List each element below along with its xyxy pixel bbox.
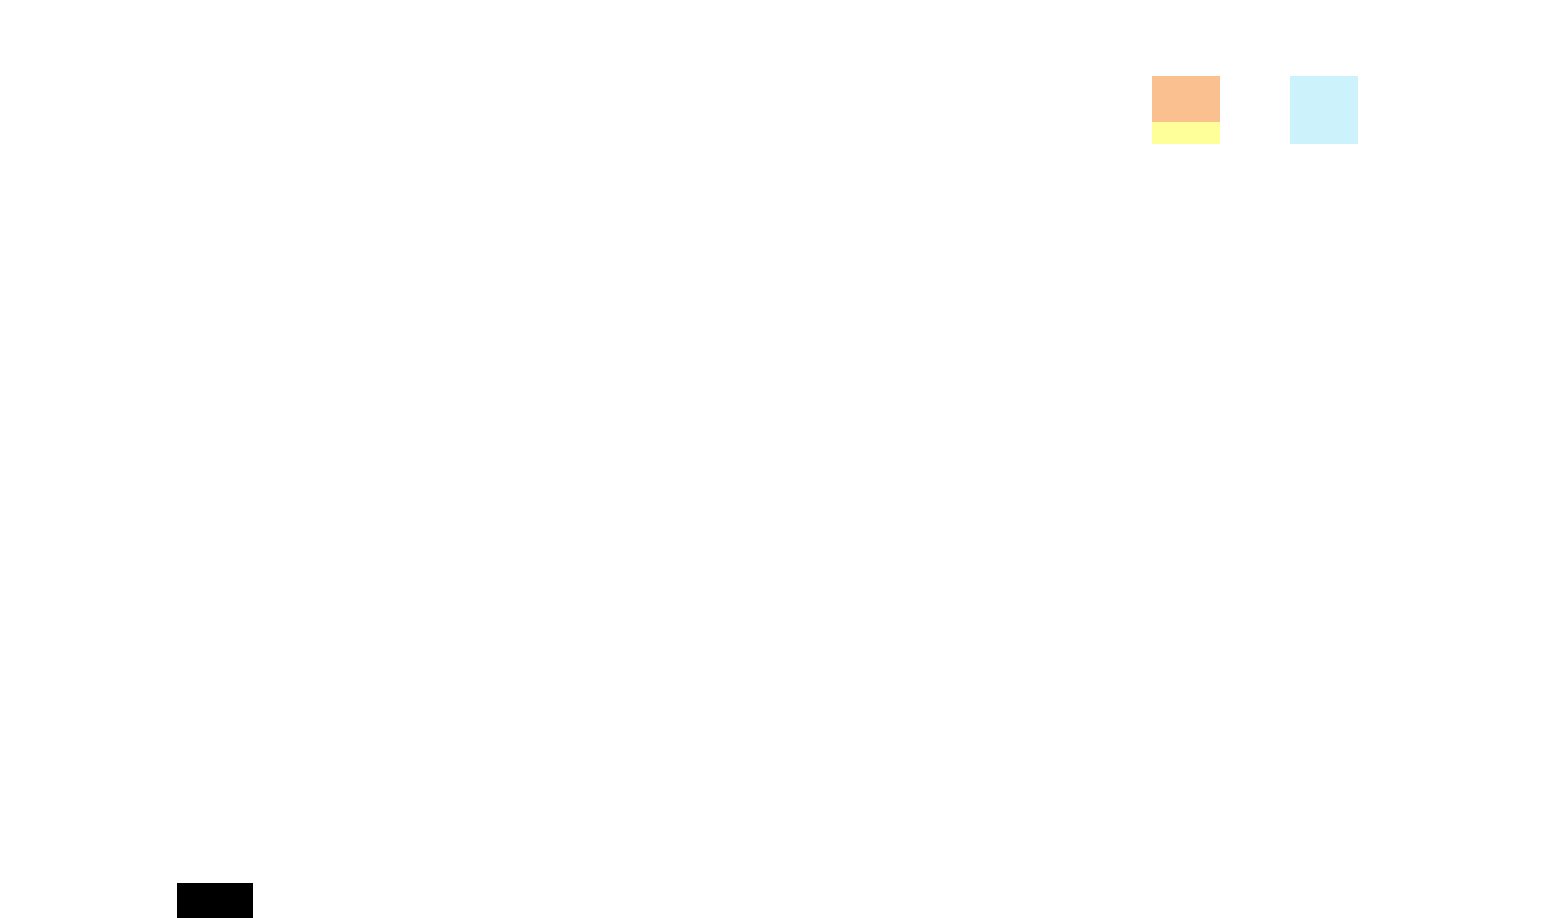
legend-black-box [177,883,253,918]
high-run-header-bg [1152,76,1220,122]
grand-average-header-bg [1290,76,1358,144]
best-game-header-bg [1152,122,1220,144]
